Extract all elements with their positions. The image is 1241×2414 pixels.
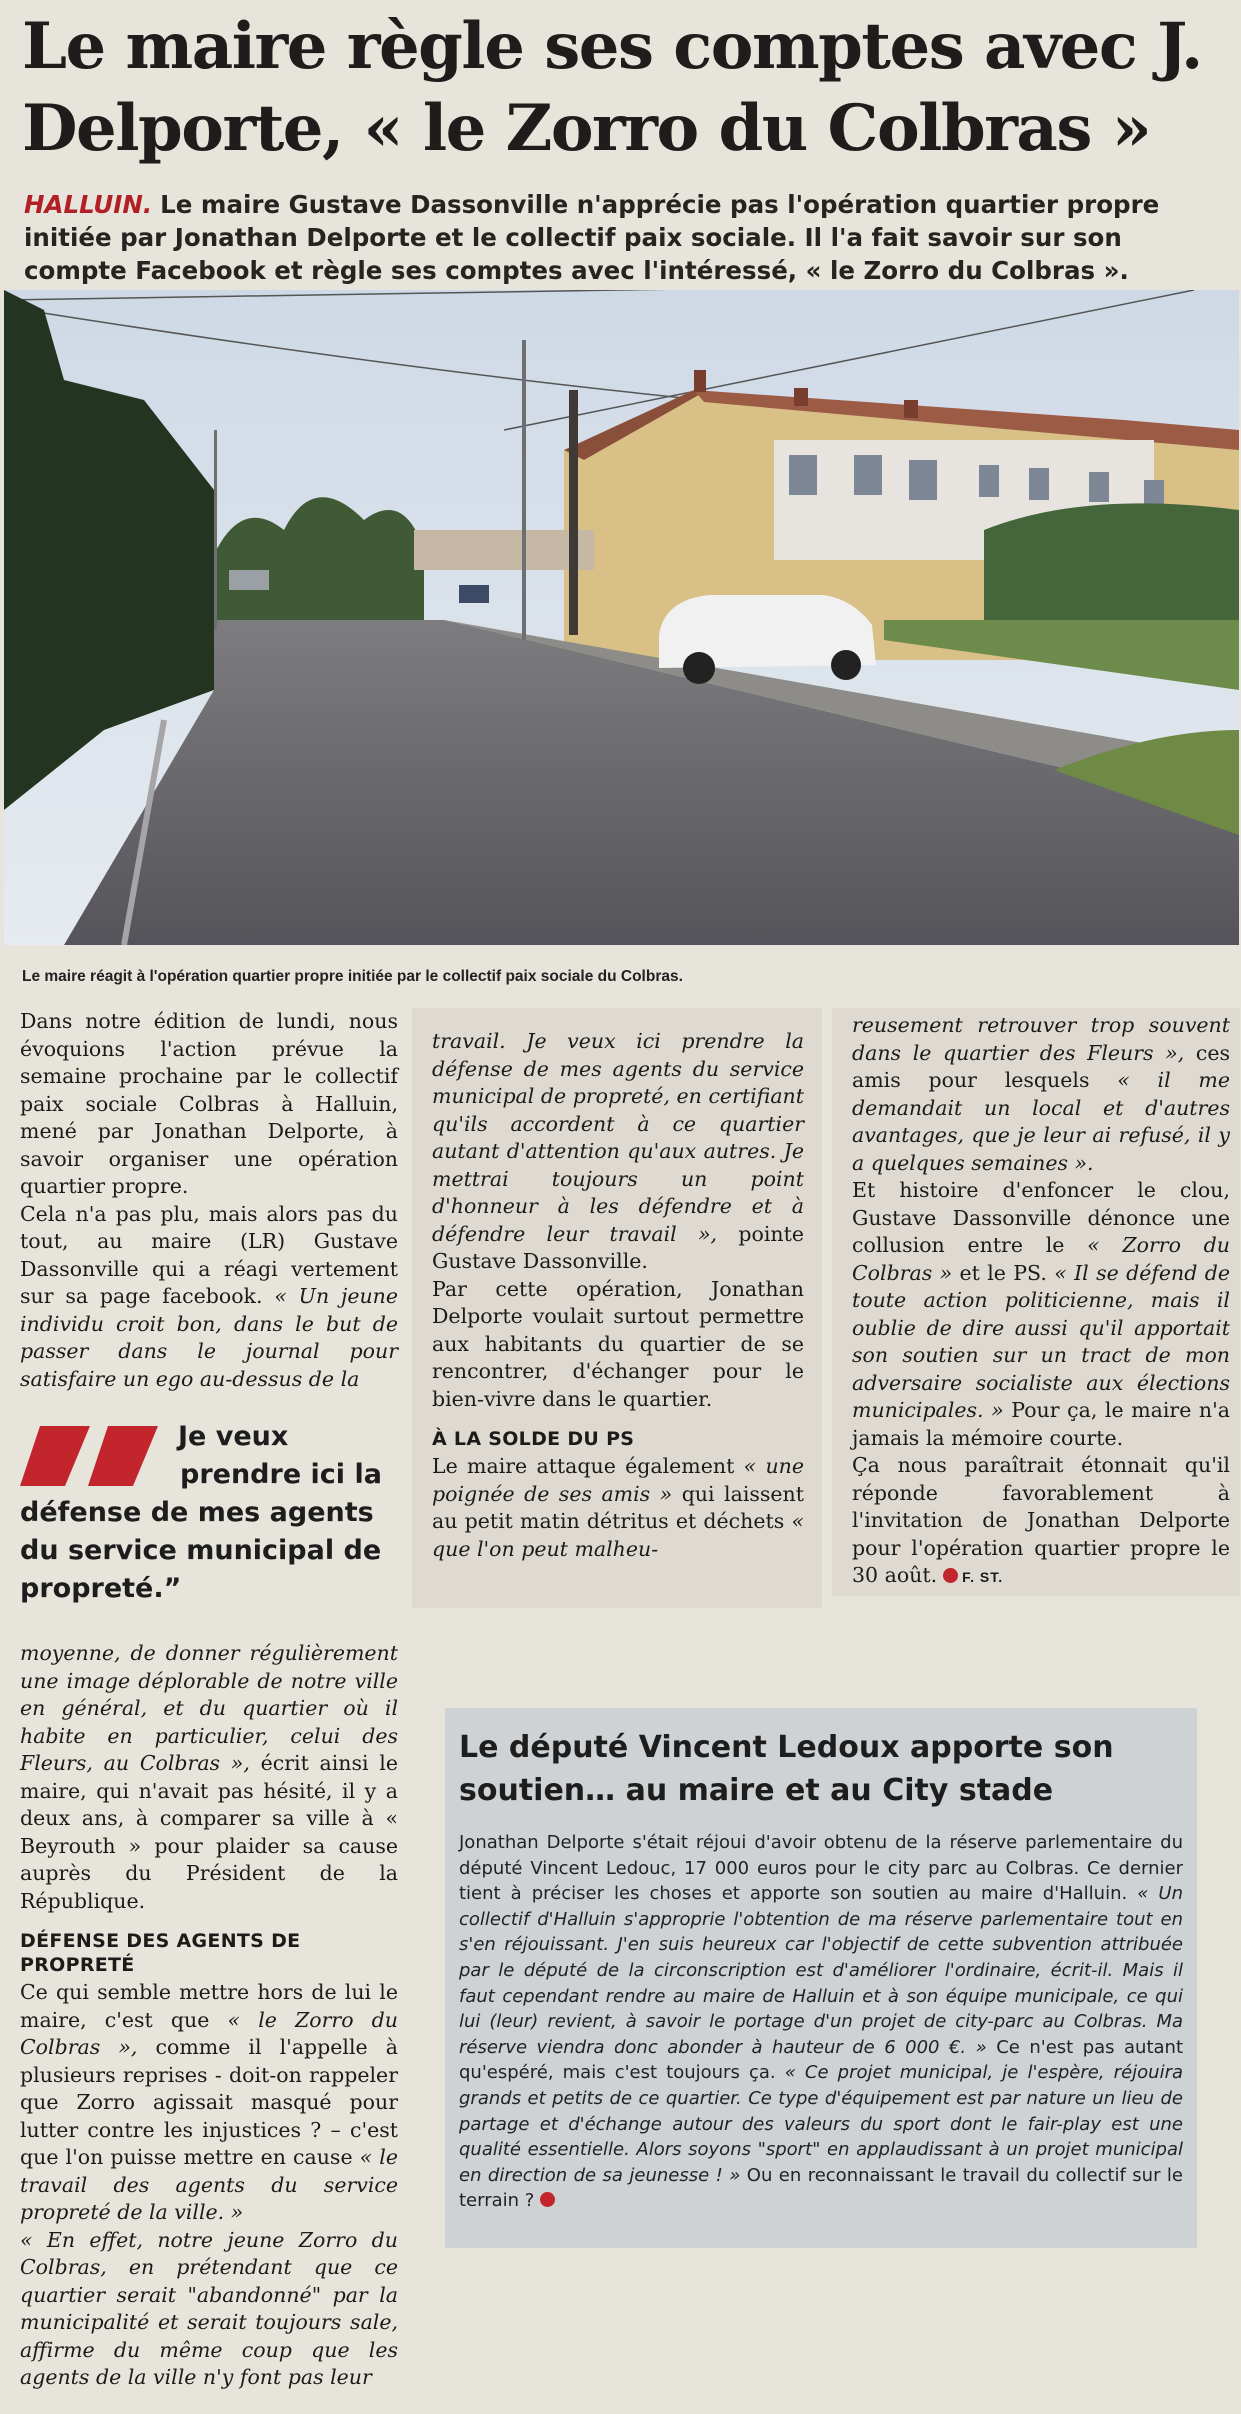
col1-p4c: comme il l'appelle à plusieurs reprises - doit-on rappeler que Zorro agissait masqué pour lutter contre les injustices ? – c'est que l'on puisse mettre en cause: [20, 2035, 398, 2169]
col2-p3d-quote: « que l'on peut malheu-: [432, 1509, 804, 1561]
col1-paragraph-3: [20, 1640, 398, 1915]
pull-quote: [20, 1418, 398, 1614]
street-photo: [4, 290, 1239, 945]
sidebar-end-mark-icon: [540, 2192, 555, 2207]
sidebar-title: Le député Vincent Ledoux apporte son soutien… au maire et au City stade: [459, 1730, 1114, 1808]
article-column-1: [20, 1008, 398, 1393]
headline: Le maire règle ses comptes avec J. Delporte, « le Zorro du Colbras »: [22, 9, 1202, 166]
col3-p1b: ces amis pour lesquels: [852, 1040, 1230, 1092]
lede-place: HALLUIN.: [24, 190, 153, 219]
sidebar-b1: Jonathan Delporte s'était réjoui d'avoir obtenu de la réserve parlementaire du député Vincent Ledouc, 17 000 euros pour le city parc au Colbras. Ce dernier tient à préciser les choses et apporte son soutien au maire d'Halluin.: [459, 1832, 1183, 1905]
pull-quote-rest: défense de mes agents du service municipal de propreté.”: [20, 1497, 382, 1604]
sidebar-b4-quote: « Ce projet municipal, je l'espère, réjouira grands et petits de ce quartier. Ce type d'équipement est par nature un lieu de partage et d'échange autour des valeurs du sport dont le fair-play est une qualité essentielle. Alors soyons "sport" en applaudissant à un projet municipal en direction de sa jeunesse ! »: [459, 2062, 1183, 2186]
col1-p4a: Ce qui semble mettre hors de lui le maire, c'est que: [20, 1980, 398, 2032]
lede-text: Le maire Gustave Dassonville n'apprécie pas l'opération quartier propre initiée par Jonathan Delporte et le collectif paix sociale. Il l'a fait savoir sur son compte Facebook et règle ses comptes avec l'intéressé, « le Zorro du Colbras ».: [24, 190, 1160, 285]
col1-p4b-quote: « le Zorro du Colbras »,: [20, 2007, 398, 2059]
col3-paragraph-1: [852, 1012, 1230, 1177]
col1-p3b: écrit ainsi le maire, qui n'avait pas hésité, il y a deux ans, à comparer sa ville à « Beyrouth » pour plaider sa cause auprès du Président de la République.: [20, 1751, 398, 1913]
col1-paragraph-4: [20, 1979, 398, 2227]
subhead-defense: DÉFENSE DES AGENTS DE PROPRETÉ: [20, 1930, 301, 1976]
col3-p2c: et le PS.: [959, 1260, 1047, 1285]
sidebar-b2-quote: « Un collectif d'Halluin s'approprie l'obtention de ma réserve parlementaire tout en s'en réjouissant. J'en suis heureux car l'objectif de cette subvention attribuée par le député de la circonscription est d'améliorer l'ordinaire, écrit-il. Mais il faut cependant rendre au maire de Halluin et à son équipe municipale, ce qui lui (leur) revient, à savoir le portage d'un projet de city-parc au Colbras. Ma réserve viendra donc abonder à hauteur de 6 000 €. »: [459, 1883, 1183, 2058]
col2-paragraph-3: [432, 1453, 804, 1563]
col2-paragraph-1: [432, 1028, 804, 1276]
sidebar-body: [459, 1830, 1183, 2214]
sidebar-b3: Ce n'est pas autant qu'espéré, mais c'est toujours ça.: [459, 2036, 1183, 2084]
sidebar-box: [445, 1708, 1197, 2248]
col2-p1a-quote: travail. Je veux ici prendre la défense de mes agents du service municipal de propreté, en certifiant qu'ils accordent à ce quartier autant d'attention qu'aux autres. Je mettrai toujours un point d'honneur à les défendre et à défendre leur travail »,: [432, 1029, 804, 1246]
col1-paragraph-1: Dans notre édition de lundi, nous évoquions l'action prévue la semaine prochaine par le collectif paix sociale Colbras à Halluin, mené par Jonathan Delporte, à savoir organiser une opération quartier propre.: [20, 1009, 398, 1198]
col2-p3c: qui laissent au petit matin détritus et déchets: [432, 1481, 804, 1533]
photo-caption: Le maire réagit à l'opération quartier propre initiée par le collectif paix sociale du Colbras.: [22, 968, 683, 985]
col2-p3a: Le maire attaque également: [432, 1454, 735, 1478]
pull-quote-line-1: Je veux: [178, 1421, 289, 1452]
col3-paragraph-3: [852, 1452, 1230, 1592]
sidebar-b5: Ou en reconnaissant le travail du collectif sur le terrain ?: [459, 2164, 1183, 2212]
col1-paragraph-5: « En effet, notre jeune Zorro du Colbras, en prétendant que ce quartier serait "abandonné" par la municipalité et serait toujours sale, affirme du même coup que les agents de la ville n'y font pas leur: [20, 2227, 398, 2389]
col1-p2a: Cela n'a pas plu, mais alors pas du tout, au maire (LR) Gustave Dassonville qui a réagi vertement sur sa page facebook.: [20, 1201, 398, 1308]
col2-p3b-quote: « une poignée de ses amis »: [432, 1454, 804, 1506]
col3-p2d-quote: « Il se défend de toute action politicienne, mais il oublie de dire aussi qu'il apportait son soutien sur un tract de mon adversaire socialiste aux élections municipales. »: [852, 1260, 1230, 1422]
col1-p3a-quote: moyenne, de donner régulièrement une image déplorable de notre ville en général, et du quartier où il habite en particulier, celui des Fleurs, au Colbras »,: [20, 1641, 398, 1775]
article-column-3: [832, 1008, 1240, 1596]
subhead-ps: À LA SOLDE DU PS: [432, 1428, 635, 1450]
col1-p4d-quote: « le travail des agents du service propreté de la ville. »: [20, 2145, 398, 2224]
article-column-1-continued: [20, 1640, 398, 2392]
pull-quote-line-2: prendre ici la: [180, 1459, 382, 1490]
col3-paragraph-2: [852, 1177, 1230, 1452]
col2-paragraph-2: Par cette opération, Jonathan Delporte voulait surtout permettre aux habitants du quartier de se rencontrer, d'échanger pour le bien-vivre dans le quartier.: [432, 1276, 804, 1411]
col3-p3: Ça nous paraîtrait étonnait qu'il réponde favorablement à l'invitation de Jonathan Delporte pour l'opération quartier propre le 30 août.: [852, 1453, 1230, 1587]
col1-p2b-quote: « Un jeune individu croit bon, dans le but de passer dans le journal pour satisfaire un ego au-dessus de la: [20, 1284, 398, 1391]
col3-p2e: Pour ça, le maire n'a jamais la mémoire courte.: [852, 1398, 1230, 1450]
col3-p2b-quote: « Zorro du Colbras »: [852, 1233, 1230, 1285]
col1-paragraph-2: [20, 1201, 398, 1394]
col3-p1c-quote: « il me demandait un local et d'autres avantages, que je leur ai refusé, il y a quelques semaines ».: [852, 1068, 1230, 1175]
article-column-2: [412, 1008, 822, 1608]
col2-p1b: pointe Gustave Dassonville.: [432, 1221, 804, 1273]
col3-p1a-quote: reusement retrouver trop souvent dans le quartier des Fleurs »,: [852, 1013, 1230, 1065]
end-mark-icon: [943, 1568, 958, 1583]
lede: [24, 188, 1219, 287]
col3-p2a: Et histoire d'enfoncer le clou, Gustave Dassonville dénonce une collusion entre le: [852, 1178, 1230, 1257]
author-signature: F. ST.: [962, 1569, 1004, 1585]
